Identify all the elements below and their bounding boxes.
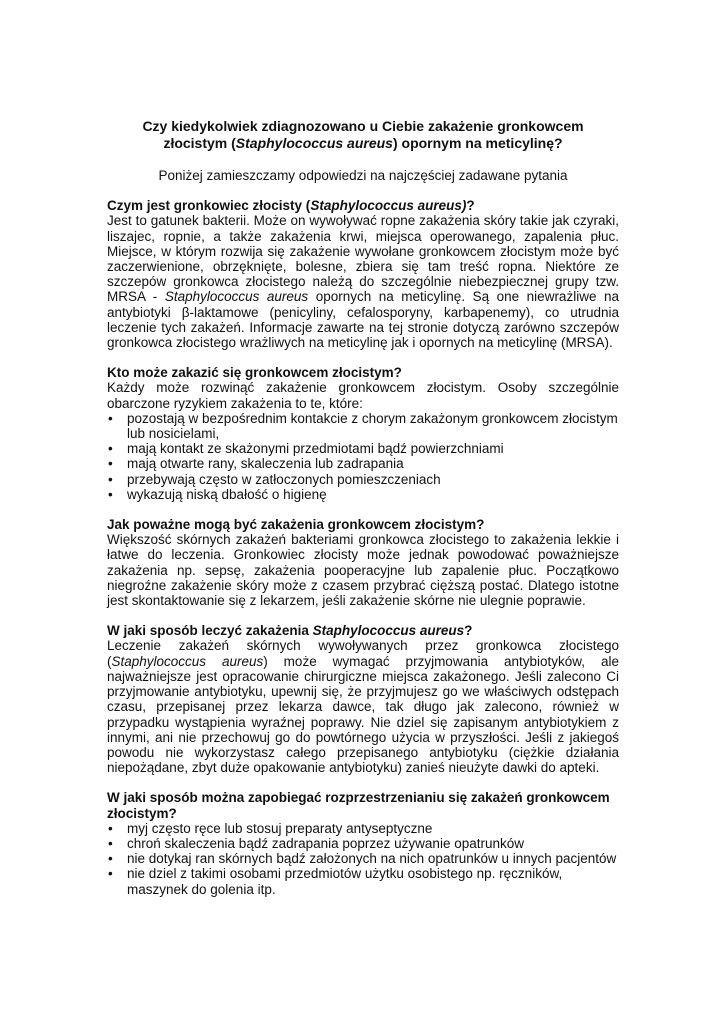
paragraph-italic: Staphylococcus aureus bbox=[164, 289, 309, 305]
section-paragraph: Każdy może rozwinąć zakażenie gronkowcem złocistym. Osoby szczególnie obarczone ryzykiem zakażenia to te, które: bbox=[107, 380, 619, 411]
intro-text: Poniżej zamieszczamy odpowiedzi na najczęściej zadawane pytania bbox=[158, 168, 568, 183]
paragraph-text: Jest to gatunek bakterii. Może on wywoływać ropne zakażenia skóry takie jak czyraki, liszajec, ropnie, a także zakażenia krwi, miejsca operowanego, zapalenia płuc. Miejsce, w którym rozwija się zakażenie wywołane gronkowcem złocistym może być zaczerwienione, obrzęknięte, bolesne, zbiera się tam treść ropna. Niektóre ze szczepów gronkowca złocistego należą do szczególnie niebezpiecznej grupy tzw. MRSA - bbox=[107, 213, 619, 305]
section-heading bbox=[107, 623, 619, 638]
section-heading: Kto może zakazić się gronkowcem złocistym? bbox=[107, 365, 402, 381]
section-heading bbox=[107, 198, 619, 213]
list-item: • pozostają w bezpośrednim kontakcie z chorym zakażonym gronkowcem złocistym lub nosicielami, bbox=[107, 411, 619, 441]
section-who bbox=[107, 365, 619, 502]
list-item: • nie dziel z takimi osobami przedmiotów użytku osobistego np. ręczników, maszynek do golenia itp. bbox=[107, 866, 619, 896]
heading-pre: Czym jest gronkowiec złocisty ( bbox=[107, 198, 311, 214]
paragraph-text-post: opornych na meticylinę. Są one niewrażliwe na antybiotyki β-laktamowe (penicyliny, cefalosporyny, karbapenemy), co utrudnia leczenie tych zakażeń. Informacje zawarte na tej stronie dotyczą zarówno szczepów gronkowca złocistego wrażliwych na meticylinę jak i opornych na meticylinę (MRSA). bbox=[107, 289, 619, 351]
list-item: • chroń skaleczenia bądź zadrapania poprzez używanie opatrunków bbox=[107, 836, 619, 851]
section-heading: W jaki sposób można zapobiegać rozprzestrzenianiu się zakażeń gronkowcem złocistym? bbox=[107, 790, 610, 821]
title-line-2-pre: złocistym ( bbox=[163, 134, 236, 151]
list-item: • mają kontakt ze skażonymi przedmiotami bądź powierzchniami bbox=[107, 441, 619, 456]
paragraph-text-pre: Leczenie zakażeń skórnych wywoływanych przez gronkowca złocistego ( bbox=[107, 638, 619, 669]
document-title bbox=[107, 118, 619, 151]
section-what-is bbox=[107, 198, 619, 350]
title-line-2-post: ) opornym na meticylinę? bbox=[392, 134, 563, 151]
list-item: • przebywają często w zatłoczonych pomieszczeniach bbox=[107, 472, 619, 487]
heading-pre: W jaki sposób leczyć zakażenia bbox=[107, 623, 313, 639]
section-paragraph bbox=[107, 213, 619, 350]
section-paragraph bbox=[107, 638, 619, 775]
section-severity bbox=[107, 517, 619, 608]
title-line-2-italic: Staphylococcus aureus bbox=[235, 134, 393, 151]
list-item: • mają otwarte rany, skaleczenia lub zadrapania bbox=[107, 456, 619, 471]
heading-post: ? bbox=[464, 623, 473, 639]
prevention-list bbox=[107, 821, 619, 897]
heading-italic: Staphylococcus aureus bbox=[312, 623, 465, 639]
heading-italic: Staphylococcus aureus) bbox=[310, 198, 467, 214]
paragraph-text-post: ) może wymagać przyjmowania antybiotyków, ale najważniejsze jest opracowanie chirurgiczne miejsca zakażonego. Jeśli zalecono Ci przyjmowanie antybiotyku, upewnij się, że przyjmujesz go we właściwych odstępach czasu, przepisanej przez lekarza dawce, tak długo jak zalecono, również w przypadku wystąpienia wyraźnej poprawy. Nie dziel się zapisanym antybiotykiem z innymi, ani nie przechowuj go do powtórnego użycia w przyszłości. Jeśli z jakiegoś powodu nie wykorzystasz całego przepisanego antybiotyku (ciężkie działania niepożądane, zbyt duże opakowanie antybiotyku) zanieś nieużyte dawki do apteki. bbox=[107, 653, 619, 776]
paragraph-italic: Staphylococcus aureus bbox=[111, 653, 264, 669]
section-heading: Jak poważne mogą być zakażenia gronkowcem złocistym? bbox=[107, 517, 485, 533]
list-item: • myj często ręce lub stosuj preparaty antyseptyczne bbox=[107, 821, 619, 836]
section-paragraph: Większość skórnych zakażeń bakteriami gronkowca złocistego to zakażenia lekkie i łatwe do leczenia. Gronkowiec złocisty może jednak powodować poważniejsze zakażenia np. sepsę, zakażenia pooperacyjne lub zapalenie płuc. Początkowo niegroźne zakażenie skóry może z czasem przybrać cięższą postać. Dlatego istotne jest skontaktowanie się z lekarzem, jeśli zakażenie skórne nie ulegnie poprawie. bbox=[107, 532, 619, 609]
heading-post: ? bbox=[466, 198, 475, 214]
section-prevention bbox=[107, 790, 619, 896]
list-item: • wykazują niską dbałość o higienę bbox=[107, 487, 619, 502]
risk-list bbox=[107, 411, 619, 502]
list-item: • nie dotykaj ran skórnych bądź założonych na nich opatrunków u innych pacjentów bbox=[107, 851, 619, 866]
title-line-1: Czy kiedykolwiek zdiagnozowano u Ciebie zakażenie gronkowcem bbox=[142, 118, 584, 134]
section-treatment bbox=[107, 623, 619, 775]
